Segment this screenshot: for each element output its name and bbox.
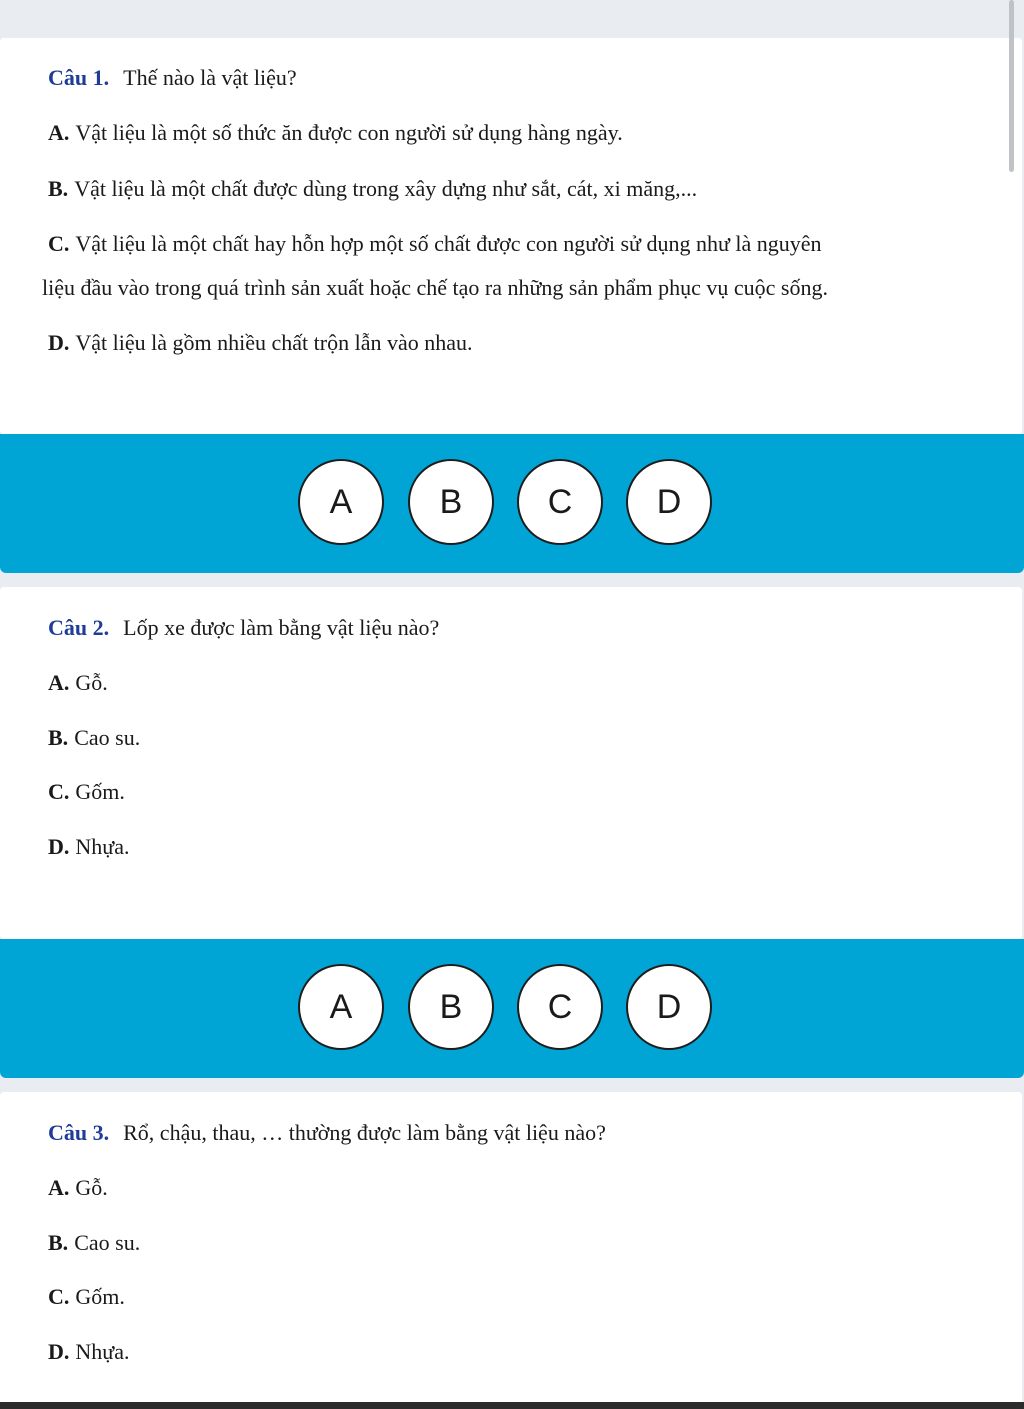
option-a bbox=[48, 1175, 108, 1201]
question-number: Câu 3. bbox=[48, 1120, 110, 1145]
option-text: Vật liệu là một chất hay hỗn hợp một số chất được con người sử dụng như là nguyên bbox=[75, 231, 822, 256]
answer-bar-1 bbox=[0, 434, 1024, 573]
option-letter: B. bbox=[48, 176, 69, 201]
answer-button-b[interactable]: B bbox=[408, 459, 494, 545]
option-d bbox=[48, 330, 473, 356]
option-text: Cao su. bbox=[74, 725, 141, 750]
question-title bbox=[48, 65, 297, 91]
option-c-continuation: liệu đầu vào trong quá trình sản xuất hoặc chế tạo ra những sản phẩm phục vụ cuộc sống. bbox=[42, 275, 828, 300]
option-letter: C. bbox=[48, 779, 70, 804]
answer-button-a[interactable]: A bbox=[298, 964, 384, 1050]
answer-button-a[interactable]: A bbox=[298, 459, 384, 545]
option-letter: A. bbox=[48, 120, 70, 145]
option-text: Nhựa. bbox=[75, 1339, 130, 1364]
question-card-3 bbox=[0, 1092, 1022, 1409]
option-letter: D. bbox=[48, 834, 70, 859]
question-text: Rổ, chậu, thau, … thường được làm bằng vật liệu nào? bbox=[123, 1120, 606, 1145]
vertical-scrollbar[interactable] bbox=[1006, 0, 1016, 172]
question-title bbox=[48, 615, 439, 641]
option-letter: D. bbox=[48, 1339, 70, 1364]
option-d bbox=[48, 834, 129, 860]
option-b bbox=[48, 1230, 140, 1256]
answer-button-d[interactable]: D bbox=[626, 459, 712, 545]
question-title bbox=[48, 1120, 606, 1146]
option-text: Vật liệu là gồm nhiều chất trộn lẫn vào nhau. bbox=[75, 330, 473, 355]
answer-button-d[interactable]: D bbox=[626, 964, 712, 1050]
option-a bbox=[48, 120, 623, 146]
option-letter: A. bbox=[48, 1175, 70, 1200]
question-text: Thế nào là vật liệu? bbox=[123, 65, 297, 90]
option-c bbox=[48, 231, 822, 257]
option-c bbox=[48, 779, 125, 805]
option-b bbox=[48, 725, 140, 751]
option-text: Nhựa. bbox=[75, 834, 130, 859]
option-text: Gốm. bbox=[75, 1284, 125, 1309]
option-text: Vật liệu là một số thức ăn được con người sử dụng hàng ngày. bbox=[75, 120, 623, 145]
question-text: Lốp xe được làm bằng vật liệu nào? bbox=[123, 615, 440, 640]
option-letter: B. bbox=[48, 1230, 69, 1255]
option-letter: A. bbox=[48, 670, 70, 695]
option-a bbox=[48, 670, 108, 696]
option-text: Cao su. bbox=[74, 1230, 141, 1255]
answer-button-b[interactable]: B bbox=[408, 964, 494, 1050]
option-letter: C. bbox=[48, 1284, 70, 1309]
option-letter: D. bbox=[48, 330, 70, 355]
scrollbar-thumb[interactable] bbox=[1009, 0, 1014, 172]
answer-bar-2 bbox=[0, 939, 1024, 1078]
option-d bbox=[48, 1339, 129, 1365]
question-card-2 bbox=[0, 587, 1022, 939]
option-letter: C. bbox=[48, 231, 70, 256]
option-text: Gốm. bbox=[75, 779, 125, 804]
answer-button-c[interactable]: C bbox=[517, 459, 603, 545]
question-number: Câu 1. bbox=[48, 65, 110, 90]
option-letter: B. bbox=[48, 725, 69, 750]
option-b bbox=[48, 176, 697, 202]
option-text: Vật liệu là một chất được dùng trong xây dựng như sắt, cát, xi măng,... bbox=[74, 176, 698, 201]
option-text: Gỗ. bbox=[75, 1175, 108, 1200]
option-c bbox=[48, 1284, 125, 1310]
question-card-1 bbox=[0, 38, 1022, 434]
option-text: Gỗ. bbox=[75, 670, 108, 695]
question-number: Câu 2. bbox=[48, 615, 110, 640]
bottom-divider bbox=[0, 1402, 1024, 1409]
answer-button-c[interactable]: C bbox=[517, 964, 603, 1050]
